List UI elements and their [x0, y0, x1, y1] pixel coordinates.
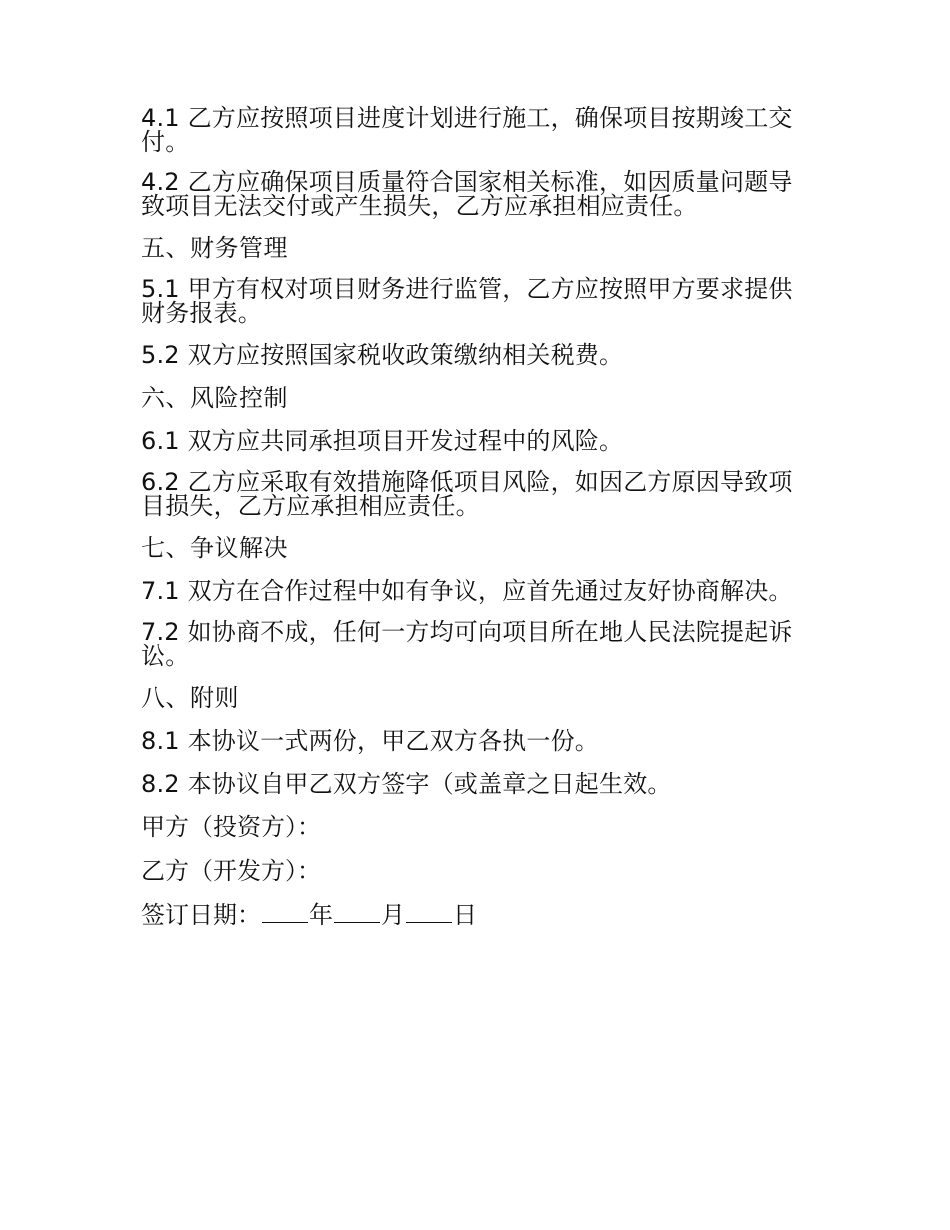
year-blank	[262, 902, 308, 923]
clause-4-1: 4.1 乙方应按照项目进度计划进行施工，确保项目按期竣工交付。	[141, 104, 793, 156]
document-page	[141, 106, 809, 945]
clause-7-2: 7.2 如协商不成，任何一方均可向项目所在地人民法院提起诉讼。	[141, 618, 793, 670]
clause-5-1: 5.1 甲方有权对项目财务进行监管，乙方应按照甲方要求提供财务报表。	[141, 275, 793, 327]
section-heading-5: 五、财务管理	[141, 234, 288, 262]
party-b-signature-line: 乙方（开发方）：	[141, 857, 321, 885]
year-label: 年	[309, 901, 333, 929]
clause-4-2: 4.2 乙方应确保项目质量符合国家相关标准，如因质量问题导致项目无法交付或产生损失，乙方应承担相应责任。	[141, 168, 793, 220]
section-heading-6: 六、风险控制	[141, 384, 288, 412]
sign-date-label: 签订日期：	[141, 901, 261, 929]
clause-8-2: 8.2 本协议自甲乙双方签字（或盖章之日起生效。	[141, 770, 672, 798]
clause-8-1: 8.1 本协议一式两份，甲乙双方各执一份。	[141, 727, 599, 755]
section-heading-8: 八、附则	[141, 684, 239, 712]
clause-7-1: 7.1 双方在合作过程中如有争议，应首先通过友好协商解决。	[141, 577, 793, 605]
clause-6-2: 6.2 乙方应采取有效措施降低项目风险，如因乙方原因导致项目损失，乙方应承担相应责任。	[141, 468, 793, 520]
section-heading-7: 七、争议解决	[141, 534, 288, 562]
month-blank	[334, 902, 380, 923]
day-blank	[406, 902, 452, 923]
day-label: 日	[453, 901, 477, 929]
clause-5-2: 5.2 双方应按照国家税收政策缴纳相关税费。	[141, 341, 624, 369]
month-label: 月	[381, 901, 405, 929]
clause-6-1: 6.1 双方应共同承担项目开发过程中的风险。	[141, 427, 624, 455]
sign-date-line	[141, 901, 809, 929]
party-a-signature-line: 甲方（投资方）：	[141, 813, 321, 841]
